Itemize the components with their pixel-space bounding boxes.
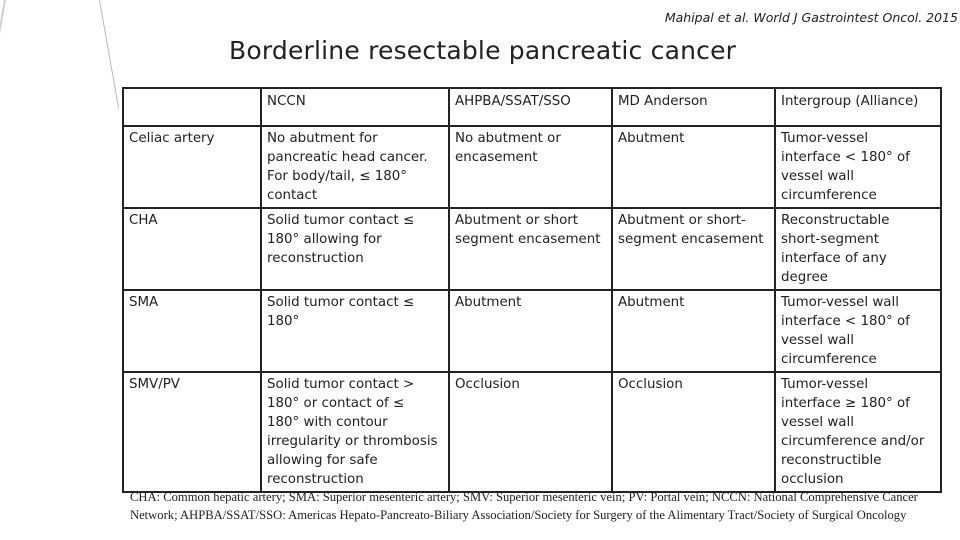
row-label: CHA [123,208,261,290]
table-row [123,290,941,372]
row-label: SMV/PV [123,372,261,492]
slide-title: Borderline resectable pancreatic cancer [229,36,737,65]
row-label: SMA [123,290,261,372]
table-cell: Abutment [612,126,775,208]
citation: Mahipal et al. World J Gastrointest Oncol. 2015 [664,10,958,25]
table-row [123,372,941,492]
row-label: Celiac artery [123,126,261,208]
header-cell [123,88,261,126]
header-cell: MD Anderson [612,88,775,126]
table-cell: Tumor-vessel interface ≥ 180° of vessel wall circumference and/or reconstructible occlusion [775,372,941,492]
table-cell: Tumor-vessel wall interface < 180° of vessel wall circumference [775,290,941,372]
table-cell: Occlusion [449,372,612,492]
comparison-table [122,87,942,493]
table-row [123,208,941,290]
table-cell: Occlusion [612,372,775,492]
table-cell: No abutment or encasement [449,126,612,208]
table-cell: No abutment for pancreatic head cancer. For body/tail, ≤ 180° contact [261,126,449,208]
header-cell: NCCN [261,88,449,126]
table-cell: Solid tumor contact ≤ 180° [261,290,449,372]
table-cell: Abutment [449,290,612,372]
table-cell: Solid tumor contact ≤ 180° allowing for reconstruction [261,208,449,290]
decorative-line [0,0,6,540]
table-cell: Abutment or short-segment encasement [612,208,775,290]
table-cell: Solid tumor contact > 180° or contact of ≤ 180° with contour irregularity or thrombosis allowing for safe reconstruction [261,372,449,492]
header-cell: Intergroup (Alliance) [775,88,941,126]
decorative-line [99,0,119,109]
table-cell: Abutment or short segment encasement [449,208,612,290]
table-row [123,126,941,208]
header-cell: AHPBA/SSAT/SSO [449,88,612,126]
table-cell: Tumor-vessel interface < 180° of vessel wall circumference [775,126,941,208]
table-header-row [123,88,941,126]
table-cell: Reconstructable short-segment interface of any degree [775,208,941,290]
footnote: CHA: Common hepatic artery; SMA: Superior mesenteric artery; SMV: Superior mesenteric vein; PV: Portal vein; NCCN: National Comprehensive Cancer Network; AHPBA/SSAT/SSO: Americas Hepato-Pancreato-Biliary Association/Society for Surgery of the Alimentary Tract/Society of Surgical Oncology [130,490,918,522]
table-cell: Abutment [612,290,775,372]
